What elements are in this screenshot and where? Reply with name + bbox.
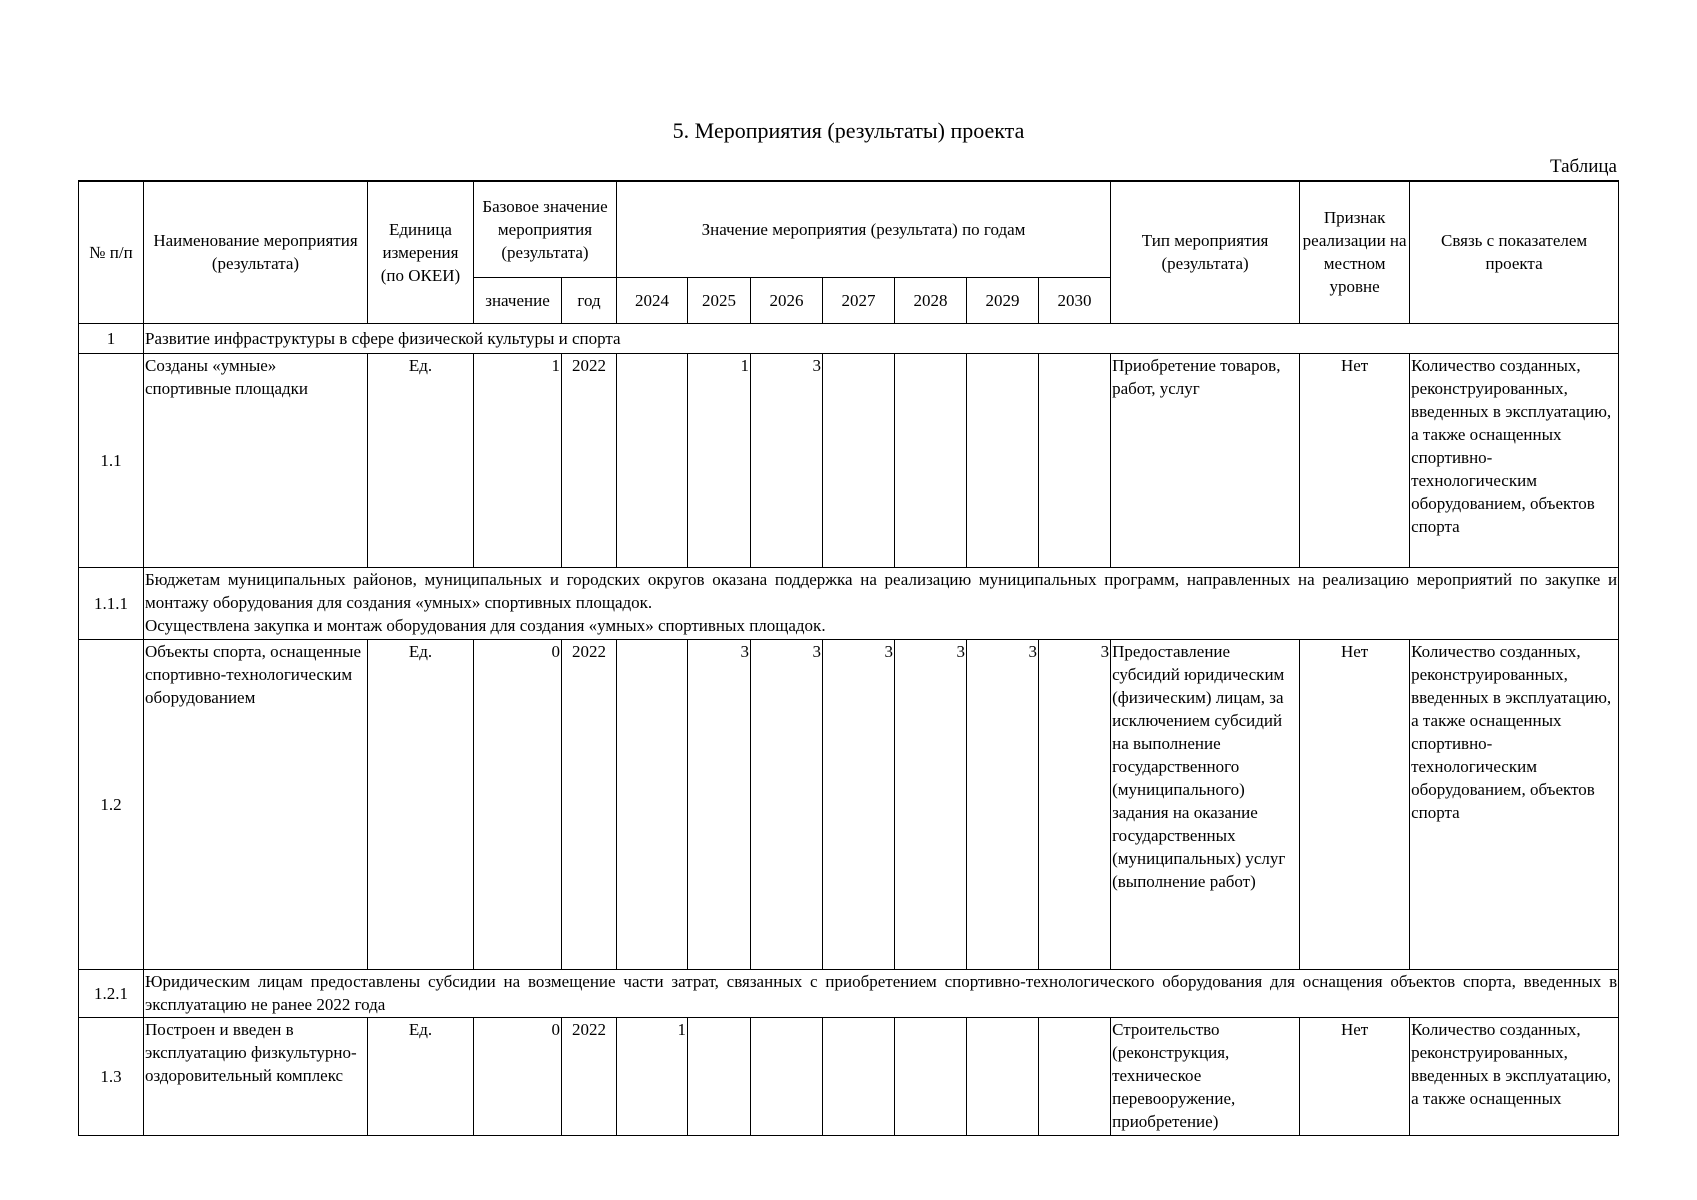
note-row [79, 567, 1619, 639]
table-caption: Таблица [1549, 156, 1617, 177]
row-base-value: 1 [474, 353, 562, 567]
row-type: Предоставление субсидий юридическим (физическим) лицам, за исключением субсидий на выполнение государственного (муниципального) задания на оказание государственных (муниципальных) услуг (выполнение работ) [1111, 639, 1300, 969]
row-year-value: 3 [1039, 639, 1111, 969]
header-year: 2029 [967, 277, 1039, 323]
header-link: Связь с показателем проекта [1410, 181, 1619, 323]
row-year-value [967, 1017, 1039, 1135]
row-num: 1.2 [79, 639, 144, 969]
row-local: Нет [1300, 1017, 1410, 1135]
section-title-cell: Развитие инфраструктуры в сфере физической культуры и спорта [144, 323, 1619, 353]
section-row [79, 323, 1619, 353]
row-type: Приобретение товаров, работ, услуг [1111, 353, 1300, 567]
header-year: 2026 [751, 277, 823, 323]
row-base-value: 0 [474, 1017, 562, 1135]
row-num: 1.1 [79, 353, 144, 567]
row-unit: Ед. [368, 1017, 474, 1135]
header-unit: Единица измерения (по ОКЕИ) [368, 181, 474, 323]
row-year-value [895, 353, 967, 567]
note-text [144, 567, 1619, 639]
row-unit: Ед. [368, 639, 474, 969]
header-local: Признак реализации на местном уровне [1300, 181, 1410, 323]
row-year-value: 3 [967, 639, 1039, 969]
row-year-value: 3 [751, 639, 823, 969]
header-base-year: год [562, 277, 617, 323]
row-num: 1.3 [79, 1017, 144, 1135]
row-year-value [617, 639, 688, 969]
header-year: 2024 [617, 277, 688, 323]
row-year-value [1039, 1017, 1111, 1135]
row-link: Количество созданных, реконструированных, введенных в эксплуатацию, а также оснащенных спортивно-технологическим оборудованием, объектов спорта [1410, 353, 1619, 567]
row-year-value: 3 [823, 639, 895, 969]
row-base-value: 0 [474, 639, 562, 969]
header-name: Наименование мероприятия (результата) [144, 181, 368, 323]
row-name: Созданы «умные» спортивные площадки [144, 353, 368, 567]
note-num: 1.2.1 [79, 969, 144, 1017]
table-row [79, 353, 1619, 567]
row-year-value: 3 [751, 353, 823, 567]
header-by-years: Значение мероприятия (результата) по годам [617, 181, 1111, 277]
row-year-value [1039, 353, 1111, 567]
row-base-year: 2022 [562, 1017, 617, 1135]
header-base: Базовое значение мероприятия (результата) [474, 181, 617, 277]
row-link: Количество созданных, реконструированных, введенных в эксплуатацию, а также оснащенных [1410, 1017, 1619, 1135]
row-year-value: 1 [617, 1017, 688, 1135]
row-unit: Ед. [368, 353, 474, 567]
note-text [144, 969, 1619, 1017]
header-year: 2030 [1039, 277, 1111, 323]
row-local: Нет [1300, 639, 1410, 969]
header-year: 2028 [895, 277, 967, 323]
row-base-year: 2022 [562, 353, 617, 567]
row-year-value [688, 1017, 751, 1135]
row-year-value: 3 [688, 639, 751, 969]
row-year-value [823, 1017, 895, 1135]
table-row [79, 1017, 1619, 1135]
row-type: Строительство (реконструкция, техническое перевооружение, приобретение) [1111, 1017, 1300, 1135]
header-year: 2025 [688, 277, 751, 323]
header-base-value: значение [474, 277, 562, 323]
row-year-value: 3 [895, 639, 967, 969]
table-row [79, 639, 1619, 969]
events-table [78, 180, 1619, 1136]
row-year-value [617, 353, 688, 567]
row-local: Нет [1300, 353, 1410, 567]
row-link: Количество созданных, реконструированных, введенных в эксплуатацию, а также оснащенных спортивно-технологическим оборудованием, объектов спорта [1410, 639, 1619, 969]
row-name: Объекты спорта, оснащенные спортивно-технологическим оборудованием [144, 639, 368, 969]
row-name: Построен и введен в эксплуатацию физкультурно-оздоровительный комплекс [144, 1017, 368, 1135]
note-num: 1.1.1 [79, 567, 144, 639]
header-type: Тип мероприятия (результата) [1111, 181, 1300, 323]
note-row [79, 969, 1619, 1017]
note-line: Бюджетам муниципальных районов, муниципальных и городских округов оказана поддержка на реализацию муниципальных программ, направленных на реализацию мероприятий по закупке и монтажу оборудования для создания «умных» спортивных площадок. [145, 569, 1618, 612]
row-base-year: 2022 [562, 639, 617, 969]
row-year-value [823, 353, 895, 567]
row-year-value [751, 1017, 823, 1135]
note-line: Осуществлена закупка и монтаж оборудования для создания «умных» спортивных площадок. [145, 615, 826, 635]
row-year-value [895, 1017, 967, 1135]
header-num: № п/п [79, 181, 144, 323]
header-year: 2027 [823, 277, 895, 323]
section-title: 5. Мероприятия (результаты) проекта [672, 118, 1025, 143]
row-year-value [967, 353, 1039, 567]
row-year-value: 1 [688, 353, 751, 567]
note-line: Юридическим лицам предоставлены субсидии на возмещение части затрат, связанных с приобретением спортивно-технологического оборудования для оснащения объектов спорта, введенных в эксплуатацию не ранее 2022 года [145, 971, 1618, 1014]
section-num: 1 [79, 323, 144, 353]
